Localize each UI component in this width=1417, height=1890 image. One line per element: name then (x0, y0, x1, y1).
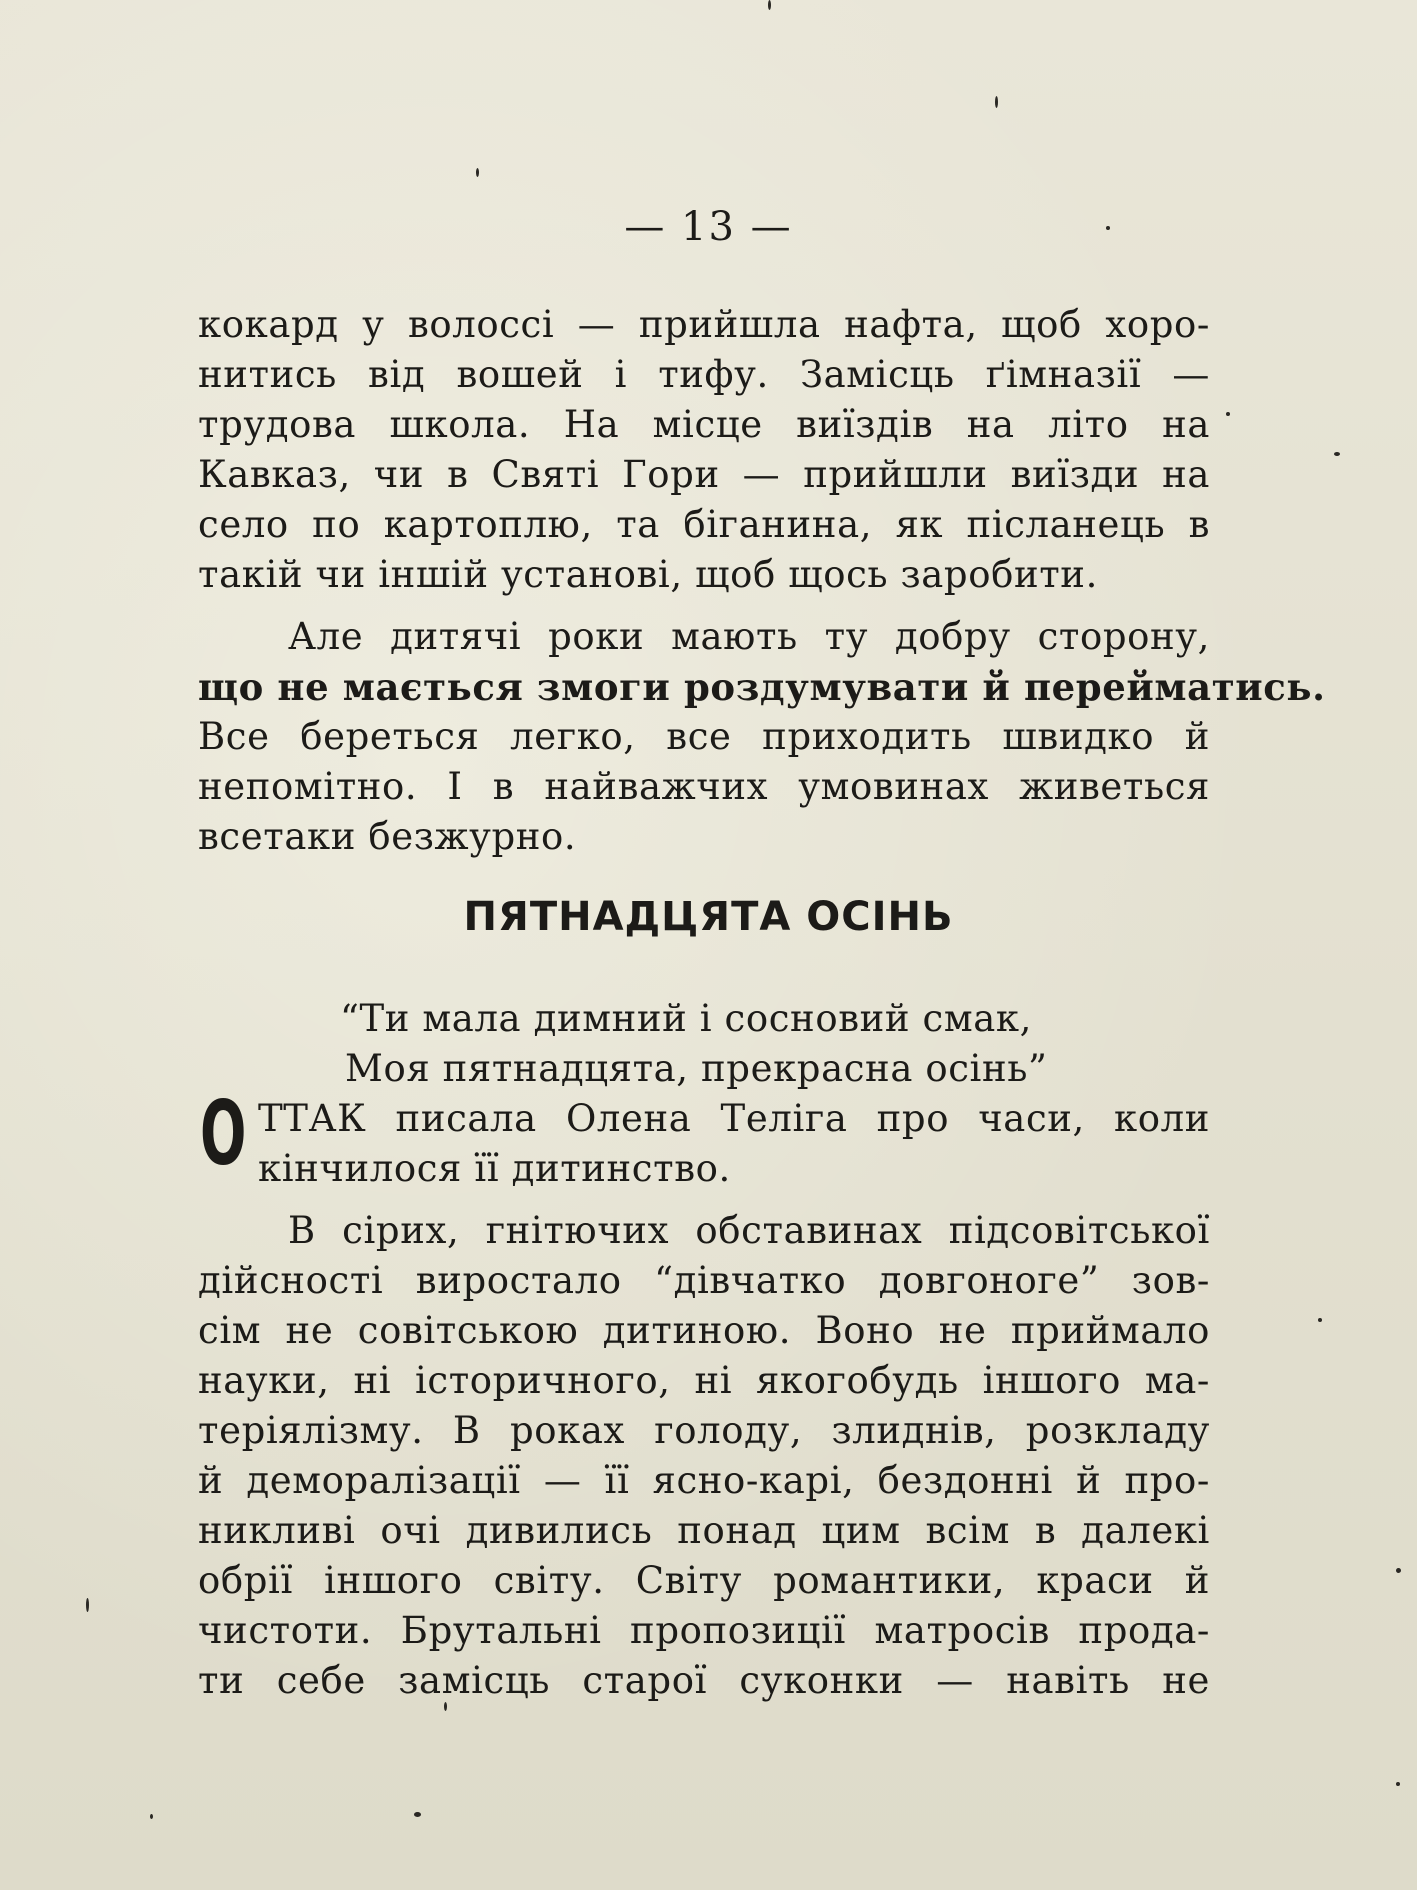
page-number: — 13 — (624, 204, 793, 250)
paper-speck (1106, 226, 1110, 230)
text-line: й деморалізації — її ясно-карі, бездонні й про- (198, 1459, 1210, 1502)
text-line: село по картоплю, та біганина, як післанець в (198, 503, 1210, 546)
text-line: обрії іншого світу. Світу романтики, краси й (198, 1559, 1210, 1602)
text-line: ти себе замісць старої суконки — навіть не (198, 1659, 1210, 1702)
text-line: ТТАК писала Олена Теліга про часи, коли (258, 1097, 1210, 1140)
text-line: Але дитячі роки мають ту добру сторону, (288, 615, 1210, 658)
paper-speck (1318, 1318, 1322, 1322)
section-heading: ПЯТНАДЦЯТА ОСІНЬ (463, 894, 954, 940)
text-line: кінчилося її дитинство. (258, 1147, 731, 1190)
epigraph-line: “Ти мала димний і сосновий смак, (340, 997, 1032, 1040)
paper-speck (476, 168, 479, 177)
text-line: нитись від вошей і тифу. Замісць ґімназії — (198, 353, 1210, 396)
text-line: никливі очі дивились понад цим всім в далекі (198, 1509, 1210, 1552)
paper-speck (1226, 412, 1230, 416)
paper-speck (150, 1814, 153, 1819)
text-line: науки, ні історичного, ні якогобудь іншого ма- (198, 1359, 1210, 1402)
text-line: такій чи іншій установі, щоб щось заробити. (198, 553, 1098, 596)
text-line: що не мається змоги роздумувати й перейматись. (198, 665, 1326, 709)
paper-speck (1396, 1782, 1400, 1786)
paper-speck (444, 1702, 447, 1711)
text-line: сім не совітською дитиною. Воно не приймало (198, 1309, 1210, 1352)
text-line: теріялізму. В роках голоду, злиднів, розкладу (198, 1409, 1210, 1452)
paper-speck (86, 1598, 89, 1612)
text-line: дійсності виростало “дівчатко довгоноге” зов- (198, 1259, 1210, 1302)
text-line: В сірих, гнітючих обставинах підсовітської (288, 1209, 1210, 1252)
drop-cap: О (200, 1082, 247, 1185)
epigraph-line: Моя пятнадцята, прекрасна осінь” (345, 1047, 1048, 1090)
text-line: Кавказ, чи в Святі Гори — прийшли виїзди на (198, 453, 1210, 496)
paper-speck (1396, 1568, 1401, 1573)
paper-speck (414, 1812, 421, 1817)
text-line: чистоти. Брутальні пропозиції матросів прода- (198, 1609, 1210, 1652)
paper-speck (768, 0, 771, 10)
text-line: всетаки безжурно. (198, 815, 577, 858)
text-line: кокард у волоссі — прийшла нафта, щоб хоро- (198, 303, 1210, 346)
text-line: Все береться легко, все приходить швидко й (198, 715, 1210, 758)
text-line: трудова школа. На місце виїздів на літо на (198, 403, 1210, 446)
paper-speck (995, 96, 998, 108)
text-line: непомітно. І в найважчих умовинах живеться (198, 765, 1210, 808)
paper-speck (1334, 452, 1340, 456)
